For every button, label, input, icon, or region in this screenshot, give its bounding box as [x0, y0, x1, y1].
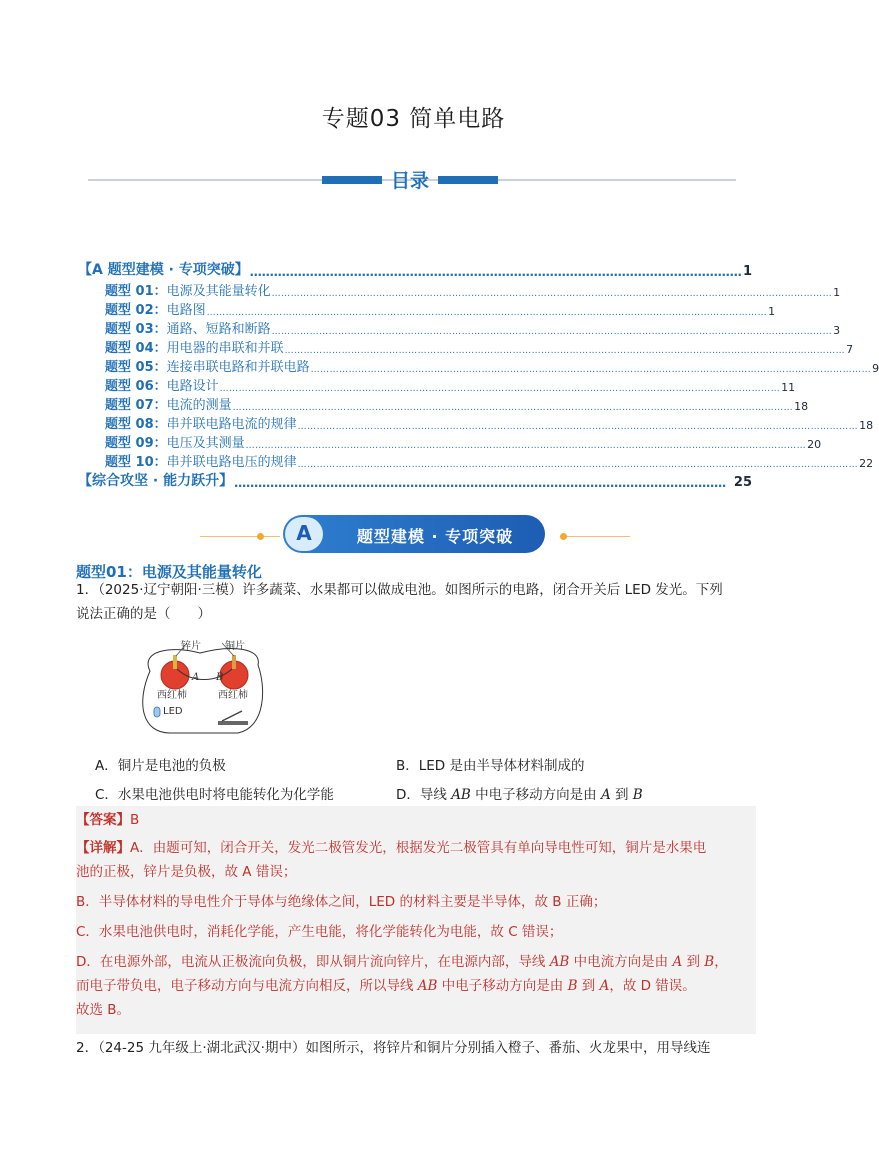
detail-line-d1: D．在电源外部，电流从正极流向负极，即从铜片流向锌片，在电源内部，导线 AB 中电流方向是由 A 到 B，	[76, 954, 728, 970]
toc-item-type-10[interactable]	[105, 451, 874, 470]
toc-page: 1	[833, 286, 841, 299]
toc-page: 22	[859, 457, 874, 470]
toc-item-section-a[interactable]	[78, 259, 752, 279]
toc-leader: ……………………………………………………………………………………………………………………………………………………………	[245, 441, 807, 451]
figure-label-a: A	[192, 672, 200, 683]
toc-page: 9	[872, 362, 879, 375]
toc-leader: ……………………………………………………………………………………………………………………………………………………………	[271, 327, 833, 337]
detail-line-final: 故选 B。	[76, 1002, 131, 1018]
toc-label: 题型 01：电源及其能量转化	[105, 284, 271, 299]
question-1-stem	[76, 578, 766, 626]
toc-leader: ……………………………………………………………………………………………………………………………………………………………	[219, 384, 781, 394]
answer-line: 【答案】B	[76, 812, 140, 828]
toc-page: 11	[781, 381, 796, 394]
toc-leader: ……………………………………………………………………………………………………………	[234, 476, 727, 490]
page-title: 专题03 简单电路	[321, 106, 506, 132]
toc-leader: ……………………………………………………………………………………………………………………………………………………………	[232, 403, 794, 413]
zinc-plate-shape	[173, 655, 177, 669]
toc-page: 7	[846, 343, 854, 356]
toc-bar-right	[438, 176, 498, 184]
toc-bar-left	[322, 176, 382, 184]
toc-label: 题型 02：电路图	[105, 303, 206, 318]
toc-page: 25	[733, 475, 752, 490]
figure-label-tomato-right: 西红柿	[218, 690, 248, 701]
toc-page: 1	[768, 305, 776, 318]
toc-leader: ……………………………………………………………………………………………………………………………………………………………	[284, 346, 846, 356]
toc-heading: 目录	[390, 170, 429, 192]
copper-plate-shape	[232, 655, 236, 669]
toc-label: 题型 05：连接串联电路和并联电路	[105, 360, 310, 375]
detail-line-b: B．半导体材料的导电性介于导体与绝缘体之间，LED 的材料主要是半导体，故 B 正确；	[76, 894, 607, 910]
banner-line-right	[560, 536, 630, 537]
toc-label: 题型 07：电流的测量	[105, 398, 232, 413]
toc-item-comprehensive[interactable]	[78, 470, 752, 490]
answer-content	[76, 808, 766, 1022]
fruit-battery-circuit-figure	[130, 637, 280, 739]
toc-label: 【综合攻坚 · 能力跃升】	[78, 473, 234, 489]
toc-label: 题型 04：用电器的串联和并联	[105, 341, 284, 356]
toc-label: 题型 03：通路、短路和断路	[105, 322, 271, 337]
section-heading: 题型01：电源及其能量转化	[76, 563, 262, 581]
option-d[interactable]: D．导线 AB 中电子移动方向是由 A 到 B	[396, 787, 643, 803]
toc-label: 题型 08：串并联电路电流的规律	[105, 417, 297, 432]
figure-label-tomato-left: 西红柿	[157, 690, 187, 701]
detail-line-c: C．水果电池供电时，消耗化学能，产生电能，将化学能转化为电能，故 C 错误；	[76, 924, 563, 940]
toc-page: 3	[833, 324, 841, 337]
toc-item-type-01[interactable]	[105, 280, 841, 299]
option-a[interactable]: A．铜片是电池的负极	[95, 758, 226, 774]
detail-line-a2: 池的正极，锌片是负极，故 A 错误；	[76, 864, 297, 880]
switch-base-shape	[218, 721, 248, 725]
toc-page: 18	[794, 400, 809, 413]
figure-label-zinc: 锌片	[181, 641, 201, 652]
toc-page: 18	[859, 419, 874, 432]
switch-lever-shape	[222, 711, 242, 721]
option-b[interactable]: B．LED 是由半导体材料制成的	[396, 758, 585, 774]
toc-leader: ……………………………………………………………………………………………………………………………………………………………	[271, 289, 833, 299]
question-1-line-2: 说法正确的是（ ）	[76, 606, 211, 622]
toc-leader: ……………………………………………………………………………………………………………………………………………………………	[206, 308, 768, 318]
toc-item-type-02[interactable]	[105, 299, 776, 318]
figure-label-led: LED	[163, 706, 183, 717]
toc-item-type-08[interactable]	[105, 413, 874, 432]
toc-label: 题型 09：电压及其测量	[105, 436, 245, 451]
toc-leader: ……………………………………………………………………………………………………………………………………………………………	[310, 365, 872, 375]
banner-line-left	[200, 536, 280, 537]
detail-line-d2: 而电子带负电，电子移动方向与电流方向相反，所以导线 AB 中电子移动方向是由 B 到 A，故 D 错误。	[76, 978, 696, 994]
toc-item-type-04[interactable]	[105, 337, 854, 356]
toc-item-type-09[interactable]	[105, 432, 822, 451]
question-1-line-1: 1．（2025·辽宁朝阳·三模）许多蔬菜、水果都可以做成电池。如图所示的电路，闭合开关后 LED 发光。下列	[76, 582, 723, 598]
toc-leader: ……………………………………………………………………………………………………………	[249, 265, 742, 279]
toc-item-type-06[interactable]	[105, 375, 796, 394]
figure-label-copper: 铜片	[225, 641, 245, 652]
toc-label: 【A 题型建模 · 专项突破】	[78, 262, 249, 278]
banner-letter: A	[296, 521, 312, 545]
banner-dot-right	[560, 533, 567, 540]
toc-page: 1	[742, 264, 752, 279]
toc-page: 20	[807, 438, 822, 451]
led-shape	[154, 707, 160, 717]
toc-item-type-05[interactable]	[105, 356, 879, 375]
detail-line-a1: 【详解】A．由题可知，闭合开关，发光二极管发光，根据发光二极管具有单向导电性可知，铜片是水果电	[76, 840, 707, 856]
banner-dot-left	[257, 533, 264, 540]
toc-label: 题型 06：电路设计	[105, 379, 219, 394]
toc-label: 题型 10：串并联电路电压的规律	[105, 455, 297, 470]
question-2-stem: 2．（24-25 九年级上·湖北武汉·期中）如图所示，将锌片和铜片分别插入橙子、番茄、火龙果中，用导线连	[76, 1040, 711, 1056]
toc-item-type-07[interactable]	[105, 394, 809, 413]
toc-leader: ……………………………………………………………………………………………………………………………………………………………	[297, 422, 859, 432]
banner-title: 题型建模 · 专项突破	[356, 527, 514, 546]
toc-leader: ……………………………………………………………………………………………………………………………………………………………	[297, 460, 859, 470]
figure-label-b: B	[216, 672, 224, 683]
toc-item-type-03[interactable]	[105, 318, 841, 337]
option-c[interactable]: C．水果电池供电时将电能转化为化学能	[95, 787, 334, 803]
